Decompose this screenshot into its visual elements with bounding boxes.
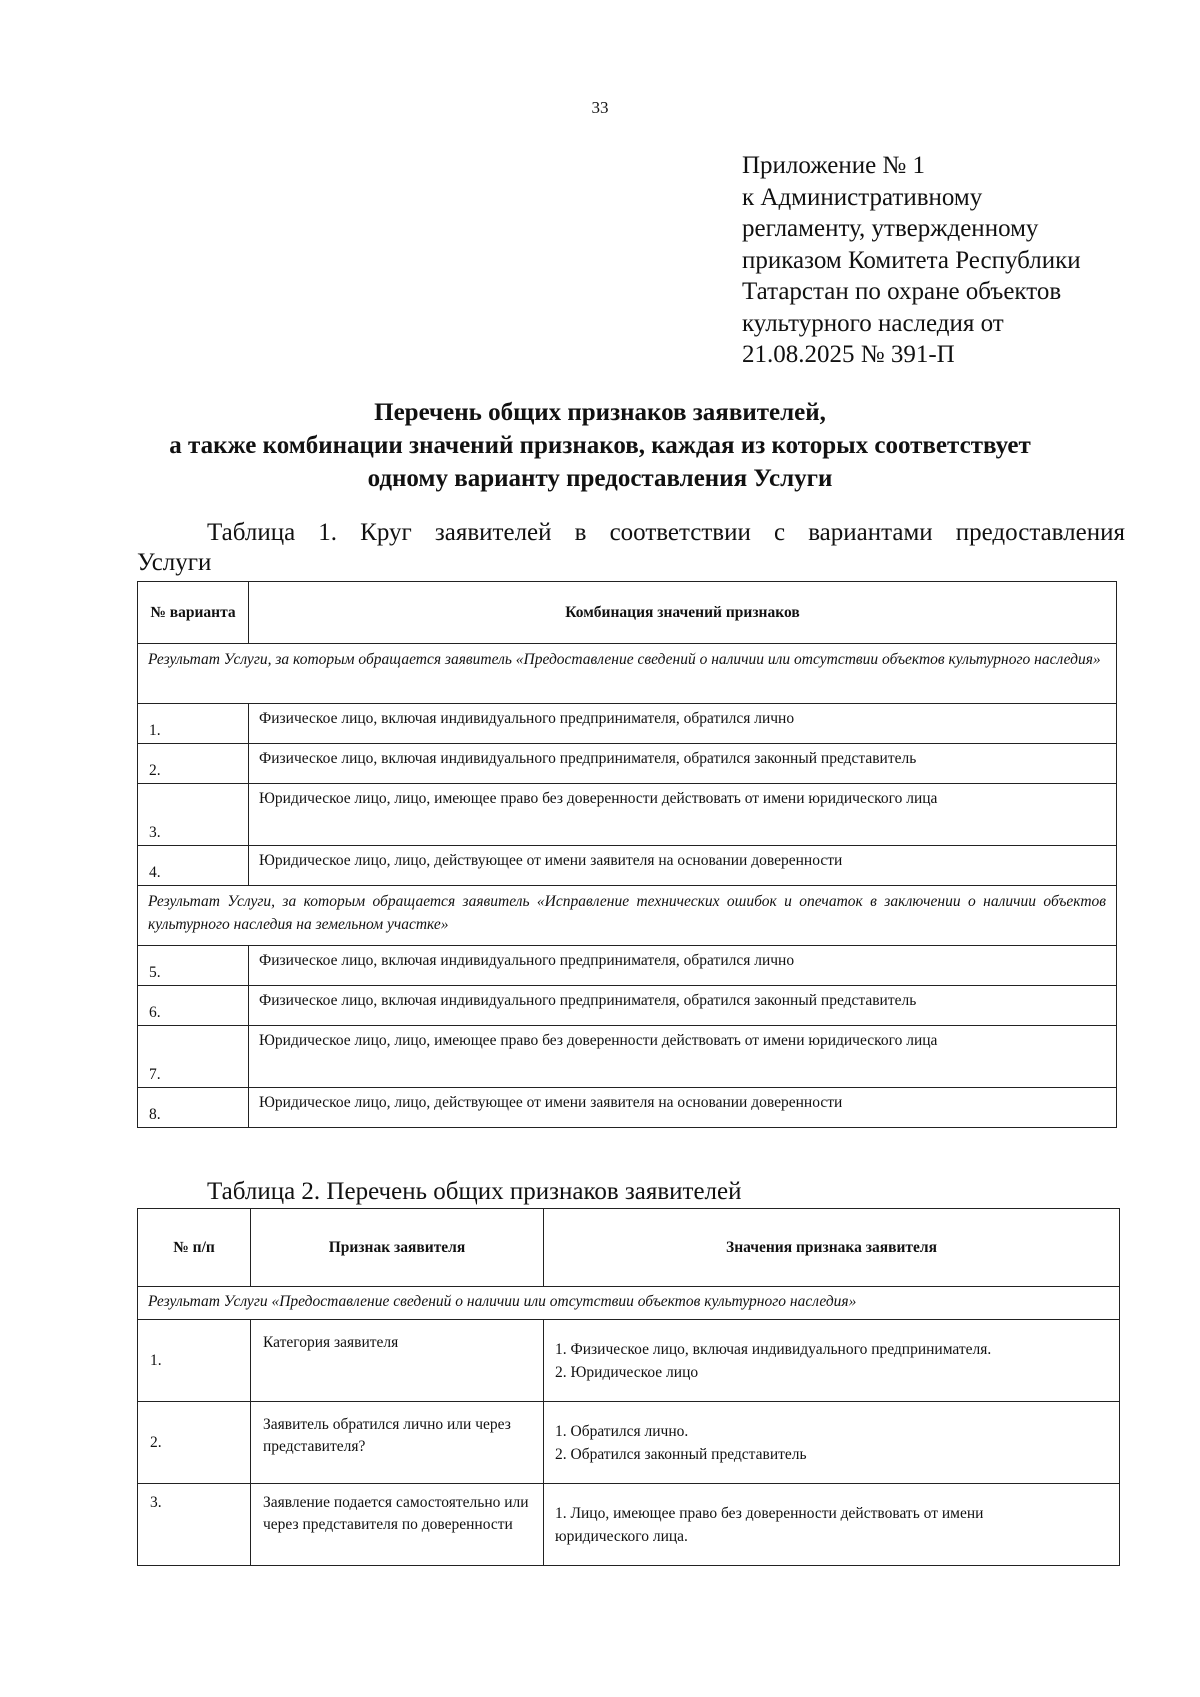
appendix-line: приказом Комитета Республики [742, 246, 1081, 274]
title-line: одному варианту предоставления Услуги [367, 465, 833, 492]
table1-section-row [138, 644, 1117, 704]
variant-number: 5. [138, 946, 249, 986]
feature-name: Заявление подается самостоятельно или через представителя по доверенности [251, 1484, 544, 1566]
table-row [138, 1484, 1120, 1566]
table1-caption-line1: Таблица 1. Круг заявителей в соответствии с вариантами предоставления [207, 519, 1125, 546]
title-line: а также комбинации значений признаков, каждая из которых соответствует [169, 432, 1031, 459]
table1-section-title: Результат Услуги, за которым обращается заявитель «Предоставление сведений о наличии или отсутствии объектов культурного наследия» [138, 644, 1117, 704]
table-row [138, 1402, 1120, 1484]
feature-value: 1. Обратился лично. [555, 1422, 689, 1440]
table1-caption-line2: Услуги [137, 549, 212, 576]
table2-section-row [138, 1287, 1120, 1320]
table1-section-row [138, 886, 1117, 946]
appendix-line: регламенту, утвержденному [742, 215, 1039, 242]
table-row [138, 946, 1117, 986]
table2-header-row [138, 1209, 1120, 1287]
feature-values [544, 1402, 1120, 1484]
table-row [138, 1026, 1117, 1088]
appendix-line: культурного наследия от [742, 309, 1004, 337]
feature-value: 2. Обратился законный представитель [555, 1445, 807, 1463]
variant-number: 3. [138, 784, 249, 846]
variant-text: Юридическое лицо, лицо, имеющее право без доверенности действовать от имени юридического лица [249, 1026, 1117, 1088]
variant-number: 4. [138, 846, 249, 886]
table1-header-variant: № варианта [138, 582, 249, 644]
variant-text: Юридическое лицо, лицо, действующее от имени заявителя на основании доверенности [249, 1088, 1117, 1128]
variant-number: 2. [138, 744, 249, 784]
variant-text: Физическое лицо, включая индивидуального предпринимателя, обратился лично [249, 704, 1117, 744]
feature-name: Категория заявителя [251, 1320, 544, 1402]
appendix-line: 21.08.2025 № 391-П [742, 341, 955, 368]
table-row [138, 1088, 1117, 1128]
feature-value: 2. Юридическое лицо [555, 1363, 699, 1381]
variant-text: Физическое лицо, включая индивидуального предпринимателя, обратился законный представитель [249, 986, 1117, 1026]
variant-text: Юридическое лицо, лицо, действующее от имени заявителя на основании доверенности [249, 846, 1117, 886]
table1-section-title: Результат Услуги, за которым обращается заявитель «Исправление технических ошибок и опечаток в заключении о наличии объектов культурного наследия на земельном участке» [138, 886, 1117, 946]
table1-caption [137, 518, 1125, 578]
feature-value: 1. Физическое лицо, включая индивидуального предпринимателя. [555, 1340, 992, 1358]
appendix-line: Татарстан по охране объектов [742, 278, 1062, 305]
feature-name: Заявитель обратился лично или через представителя? [251, 1402, 544, 1484]
table-row [138, 986, 1117, 1026]
variant-number: 7. [138, 1026, 249, 1088]
table-row [138, 846, 1117, 886]
page-number: 33 [591, 98, 609, 117]
variant-text: Физическое лицо, включая индивидуального предпринимателя, обратился законный представитель [249, 744, 1117, 784]
table-row [138, 784, 1117, 846]
table1-header-row [138, 582, 1117, 644]
variant-text: Юридическое лицо, лицо, имеющее право без доверенности действовать от имени юридического лица [249, 784, 1117, 846]
appendix-line: Приложение № 1 [742, 152, 926, 179]
table2 [137, 1208, 1120, 1566]
variant-text: Физическое лицо, включая индивидуального предпринимателя, обратился лично [249, 946, 1117, 986]
row-number: 1. [138, 1320, 251, 1402]
row-number: 3. [138, 1484, 251, 1566]
appendix-block [742, 150, 1162, 371]
variant-number: 1. [138, 704, 249, 744]
variant-number: 6. [138, 986, 249, 1026]
row-number: 2. [138, 1402, 251, 1484]
feature-value: 1. Лицо, имеющее право без доверенности действовать от имени [555, 1504, 984, 1522]
table-row [138, 744, 1117, 784]
document-title [100, 396, 1100, 495]
table1 [137, 581, 1117, 1128]
feature-value: юридического лица. [555, 1527, 688, 1545]
table-row [138, 704, 1117, 744]
variant-number: 8. [138, 1088, 249, 1128]
title-line: Перечень общих признаков заявителей, [374, 399, 826, 426]
feature-values [544, 1484, 1120, 1566]
table2-header-values: Значения признака заявителя [544, 1209, 1120, 1287]
table2-section-title: Результат Услуги «Предоставление сведений о наличии или отсутствии объектов культурного наследия» [138, 1287, 1120, 1320]
feature-values [544, 1320, 1120, 1402]
table2-header-number: № п/п [138, 1209, 251, 1287]
table-row [138, 1320, 1120, 1402]
table2-caption: Таблица 2. Перечень общих признаков заявителей [207, 1178, 742, 1205]
table1-header-combination: Комбинация значений признаков [249, 582, 1117, 644]
appendix-line: к Административному [742, 183, 983, 211]
table2-header-feature: Признак заявителя [251, 1209, 544, 1287]
